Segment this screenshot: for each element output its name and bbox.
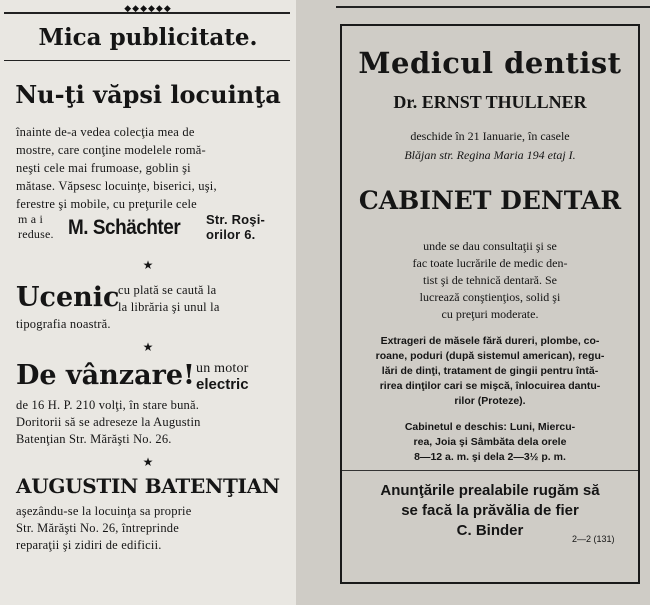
sale-ad-un: un motor <box>196 361 249 376</box>
paint-ad-line: ferestre şi mobile, cu preţurile cele <box>16 197 197 211</box>
repairs-ad-line: Str. Mărăşti No. 26, întreprinde <box>16 521 179 535</box>
paint-ad-line: mătase. Văpsesc locuinţe, biserici, uşi, <box>16 179 217 193</box>
separator-star: ★ <box>142 340 154 354</box>
sale-ad-line: Doritorii să se adreseze la Augustin <box>16 415 201 429</box>
section-rule <box>4 60 290 61</box>
apprentice-ad-line: la librăria şi unul la <box>118 300 220 314</box>
repairs-ad-headline: AUGUSTIN BATENŢIAN <box>16 474 280 498</box>
sale-ad-line: Batenţian Str. Mărăşti No. 26. <box>16 432 172 446</box>
repairs-ad-line: reparaţii şi zidiri de edificii. <box>16 538 162 552</box>
opening-line: Blăjan str. Regina Maria 194 etaj I. <box>404 148 576 162</box>
right-newspaper-page <box>296 0 650 605</box>
dentist-title: Medicul dentist <box>358 46 622 80</box>
paint-ad-line: înainte de-a vedea colecţia mea de <box>16 125 195 139</box>
services-line: rilor (Proteze). <box>454 395 526 407</box>
notice-line: se facă la prăvălia de fier <box>401 502 579 519</box>
left-newspaper-page <box>0 0 296 605</box>
paint-ad-line: neşti cele mai frumoase, goblin şi <box>16 161 191 175</box>
hours-line: Cabinetul e deschis: Luni, Miercu- <box>404 421 576 433</box>
notice-rule <box>342 470 638 471</box>
description-line: tist şi de tehnică dentară. Se <box>423 273 557 287</box>
separator-star: ★ <box>142 455 154 469</box>
paint-ad-headline: Nu-ţi văpsi locuinţa <box>15 80 281 109</box>
doctor-name: Dr. ERNST THULLNER <box>393 92 587 112</box>
services-line: lări de dinţi, tratament de gingii pentru întă- <box>381 365 599 377</box>
section-title: Mica publicitate. <box>38 24 258 51</box>
repairs-ad-line: aşezându-se la locuinţa sa proprie <box>16 504 192 518</box>
ad-reference: 2—2 (131) <box>572 534 615 544</box>
apprentice-ad-headline: Ucenic <box>16 282 120 313</box>
sale-ad-headline-tail <box>196 360 249 378</box>
description-line: unde se dau consultaţii şi se <box>423 239 557 253</box>
description-line: cu preţuri moderate. <box>441 307 539 321</box>
apprentice-ad-line: cu plată se caută la <box>118 283 217 297</box>
services-line: Extrageri de măsele fără dureri, plombe, co- <box>380 335 600 347</box>
sale-ad-line: de 16 H. P. 210 volţi, în stare bună. <box>16 398 200 412</box>
notice-line: Anunţările prealabile rugăm să <box>380 482 600 499</box>
sale-ad-headline: De vânzare! <box>16 360 195 391</box>
paint-ad-mai-reduse: m a i reduse. <box>18 212 54 241</box>
hours-line: rea, Joia şi Sâmbăta dela orele <box>413 436 567 448</box>
paint-ad-address: Str. Roşi- orilor 6. <box>206 212 266 242</box>
paint-ad-line: mostre, care conţine modelele romă- <box>16 143 206 157</box>
diamond-ornament: ◆◆◆◆◆◆ <box>124 4 172 14</box>
description-line: lucrează conştienţios, solid şi <box>419 290 561 304</box>
apprentice-ad-line: tipografia noastră. <box>16 317 111 331</box>
separator-star: ★ <box>142 258 154 272</box>
signer: C. Binder <box>456 522 524 539</box>
top-rule <box>336 6 650 8</box>
description-line: fac toate lucrările de medic den- <box>412 256 568 270</box>
sale-ad-electric: electric <box>196 376 249 393</box>
hours-line: 8—12 a. m. şi dela 2—3½ p. m. <box>414 451 566 463</box>
paint-ad-advertiser: M. Schächter <box>68 216 181 239</box>
opening-line: deschide în 21 Ianuarie, în casele <box>410 129 570 143</box>
services-line: roane, poduri (după sistemul american), regu- <box>375 350 605 362</box>
cabinet-heading: CABINET DENTAR <box>358 186 622 215</box>
services-line: rirea dinţilor cari se mişcă, înlocuirea dantu- <box>379 380 601 392</box>
